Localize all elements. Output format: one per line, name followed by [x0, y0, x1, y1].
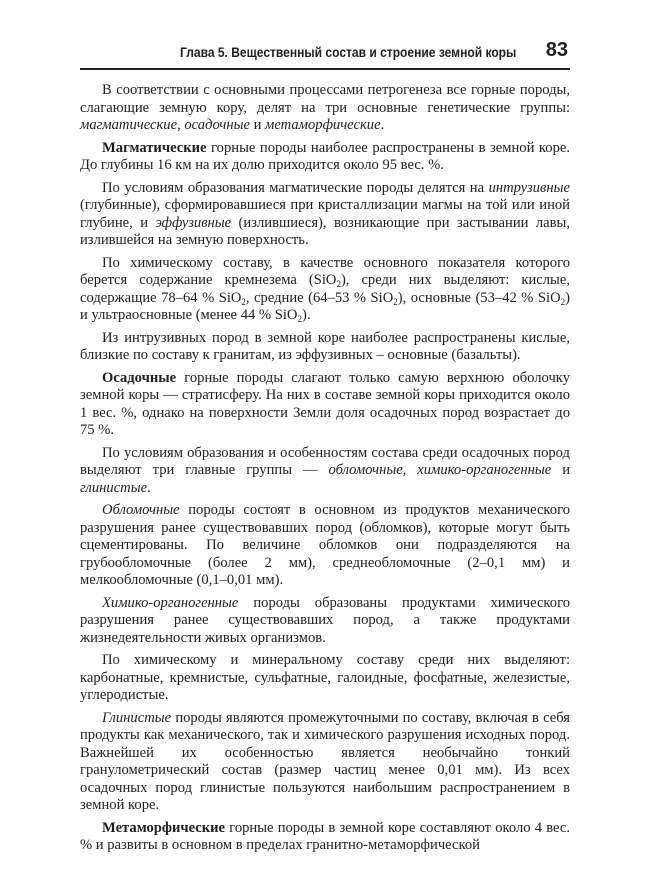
body-text [80, 82, 570, 860]
text-run: . [147, 479, 151, 496]
text-run: горные породы слагают только самую верхнюю оболочку земной коры — стратисферу. На них в составе земной коры приходится около 1 вес. %, однако на поверхности Земли доля осадочных пород возрастает до 75 %. [80, 369, 570, 438]
text-run: По условиям образования магматические породы делятся на [102, 179, 489, 196]
italic-term: осадочные [184, 117, 250, 133]
paragraph [80, 330, 570, 365]
paragraph [80, 445, 570, 498]
text-run: породы образованы продуктами химического разрушения ранее существовавших пород, а также продуктами жизнедеятельности живых организмов. [80, 594, 570, 646]
bold-term: Осадочные [102, 369, 177, 386]
italic-term: Обломочные [102, 502, 180, 518]
text-run: ), среди них выделяют: кислые, содержащие 78–64 % SiO [80, 272, 570, 306]
text-run: и [551, 462, 570, 478]
italic-term: интрузивные [488, 179, 570, 196]
italic-term: глинистые [80, 479, 148, 496]
paragraph [80, 255, 570, 325]
text-run: горные породы в земной коре составляют около 4 вес. % и развиты в основном в пределах гранитно-метаморфической [80, 819, 570, 853]
paragraph [80, 180, 570, 250]
subscript: 2 [393, 296, 398, 307]
running-title: Глава 5. Вещественный состав и строение земной коры [180, 44, 517, 60]
text-run: породы состоят в основном из продуктов механического разрушения ранее существовавших пород (обломков), которые могут быть сцементированы. По величине обломков они подразделяются на грубообломочные (более 2 мм), среднеобломочные (2–0,1 мм) и мелкообломочные (0,1–0,01 мм). [80, 502, 570, 588]
paragraph [80, 502, 570, 590]
text-run: горные породы наиболее распространены в земной коре. До глубины 16 км на их долю приходится около 95 вес. %. [80, 139, 570, 173]
italic-term: магматические [80, 117, 178, 133]
subscript: 2 [241, 296, 246, 307]
bold-term: Магматические [102, 139, 207, 156]
text-run: По химическому составу, в качестве основного показателя которого берется содержание кремнезема (SiO [80, 254, 570, 288]
text-run: ). [301, 307, 311, 323]
bold-term: Метаморфические [102, 819, 226, 836]
text-run: ), основные (53–42 % SiO [397, 289, 561, 306]
text-run: , средние (64–53 % SiO [245, 289, 394, 306]
text-run: , [177, 117, 185, 133]
text-run: В соответствии с основными процессами петрогенеза все горные породы, слагающие земную кору, делят на три основные генетические группы: [80, 82, 570, 116]
paragraph [80, 370, 570, 440]
text-run: . [380, 117, 385, 133]
text-run: По условиям образования и особенностям состава среди осадочных пород выделяют три главные группы — [80, 444, 570, 478]
italic-term: эффузивные [155, 214, 232, 231]
subscript: 2 [336, 279, 341, 289]
paragraph [80, 82, 570, 135]
text-run: (глубинные), сформировавшиеся при кристаллизации магмы на той или иной глубине, и [80, 197, 570, 231]
page-number: 83 [545, 39, 568, 61]
italic-term: обломочные, химико-органогенные [328, 462, 552, 478]
paragraph [80, 140, 570, 175]
subscript: 2 [560, 296, 566, 307]
paragraph [80, 652, 570, 705]
text-run: По химическому и минеральному составу среди них выделяют: карбонатные, кремнистые, сульфатные, галоидные, фосфатные, железистые, углеродистые. [80, 652, 570, 703]
italic-term: Глинистые [102, 709, 172, 726]
text-run: ) и ультраосновные (менее 44 % SiO [80, 289, 570, 323]
italic-term: метаморфические [265, 117, 381, 133]
text-run: породы являются промежуточными по составу, включая в себя продукты как механического, так и химического разрушения исходных пород. Важнейшей их особенностью является необычайно тонкий гранулометрический состав (размер частиц менее 0,01 мм). Из всех осадочных пород глинистые пользуются наибольшим распространением в земной коре. [80, 709, 570, 813]
paragraph [80, 710, 570, 815]
running-header [80, 38, 570, 70]
italic-term: Химико-органогенные [102, 594, 239, 611]
subscript: 2 [297, 314, 302, 324]
text-run: (излившиеся), возникающие при застывании лавы, излившейся на земную поверхность. [80, 214, 570, 248]
paragraph [80, 595, 570, 648]
paragraph [80, 820, 570, 855]
text-run: Из интрузивных пород в земной коре наиболее распространены кислые, близкие по составу к гранитам, из эффузивных – основные (базальты). [80, 329, 570, 363]
text-run: и [249, 117, 266, 133]
